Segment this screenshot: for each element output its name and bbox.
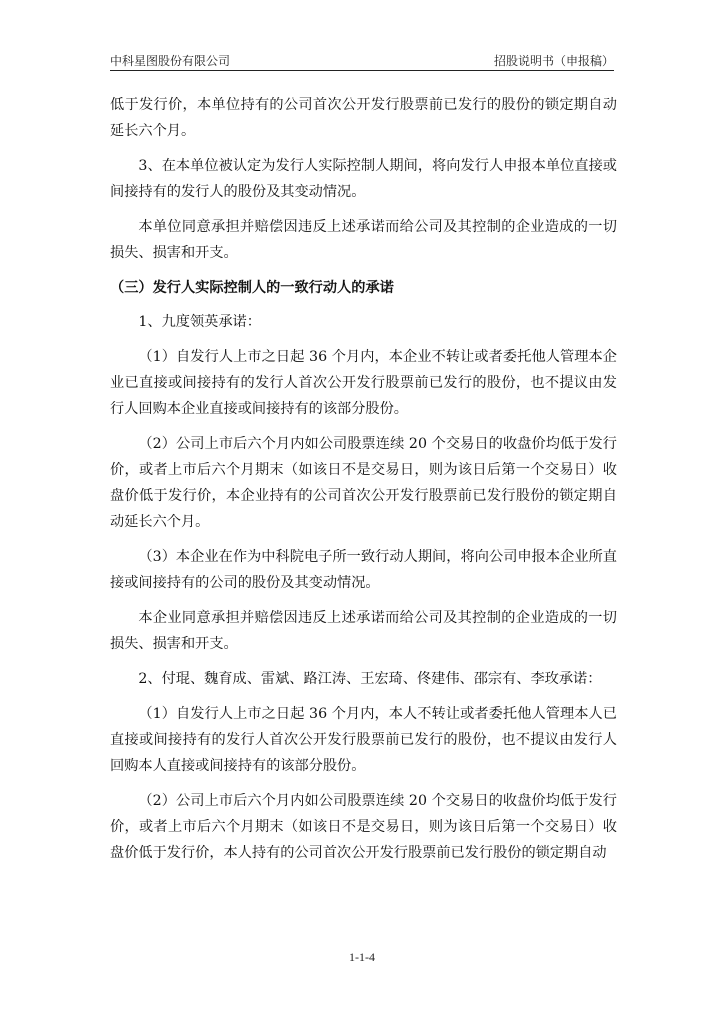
header-company: 中科星图股份有限公司: [110, 54, 231, 68]
section-heading: （三）发行人实际控制人的一致行动人的承诺: [110, 280, 394, 296]
paragraph-continued: 低于发行价，本单位持有的公司首次公开发行股票前已发行的股份的锁定期自动延长六个月。: [110, 97, 617, 139]
paragraph: （2）公司上市后六个月内如公司股票连续 20 个交易日的收盘价均低于发行价，或者上市后六个月期末（如该日不是交易日，则为该日后第一个交易日）收盘价低于发行价，本人持有的公司首次公开发行股票前已发行股份的锁定期自动: [110, 793, 617, 861]
paragraph: 本企业同意承担并赔偿因违反上述承诺而给公司及其控制的企业造成的一切损失、损害和开支。: [110, 610, 617, 652]
paragraph: 2、付琨、魏育成、雷斌、路江涛、王宏琦、佟建伟、邵宗有、李玫承诺：: [138, 671, 602, 687]
paragraph: （1）自发行人上市之日起 36 个月内，本企业不转让或者委托他人管理本企业已直接或间接持有的发行人首次公开发行股票前已发行的股份，也不提议由发行人回购本企业直接或间接持有的该部分股份。: [110, 349, 617, 417]
header-doc-type: 招股说明书（申报稿）: [493, 54, 614, 68]
document-body: [110, 92, 617, 875]
page-number: 1-1-4: [349, 950, 375, 964]
paragraph: 3、在本单位被认定为发行人实际控制人期间，将向发行人申报本单位直接或间接持有的发行人的股份及其变动情况。: [110, 158, 617, 200]
paragraph: （1）自发行人上市之日起 36 个月内，本人不转让或者委托他人管理本人已直接或间接持有的发行人首次公开发行股票前已发行的股份，也不提议由发行人回购本人直接或间接持有的该部分股份。: [110, 706, 617, 774]
paragraph: 1、九度领英承诺：: [138, 314, 261, 330]
paragraph: 本单位同意承担并赔偿因违反上述承诺而给公司及其控制的企业造成的一切损失、损害和开支。: [110, 219, 617, 261]
paragraph: （3）本企业在作为中科院电子所一致行动人期间，将向公司申报本企业所直接或间接持有的公司的股份及其变动情况。: [110, 549, 617, 591]
paragraph: （2）公司上市后六个月内如公司股票连续 20 个交易日的收盘价均低于发行价，或者上市后六个月期末（如该日不是交易日，则为该日后第一个交易日）收盘价低于发行价，本企业持有的公司首次公开发行股票前已发行股份的锁定期自动延长六个月。: [110, 436, 617, 530]
page-header: [110, 50, 614, 71]
